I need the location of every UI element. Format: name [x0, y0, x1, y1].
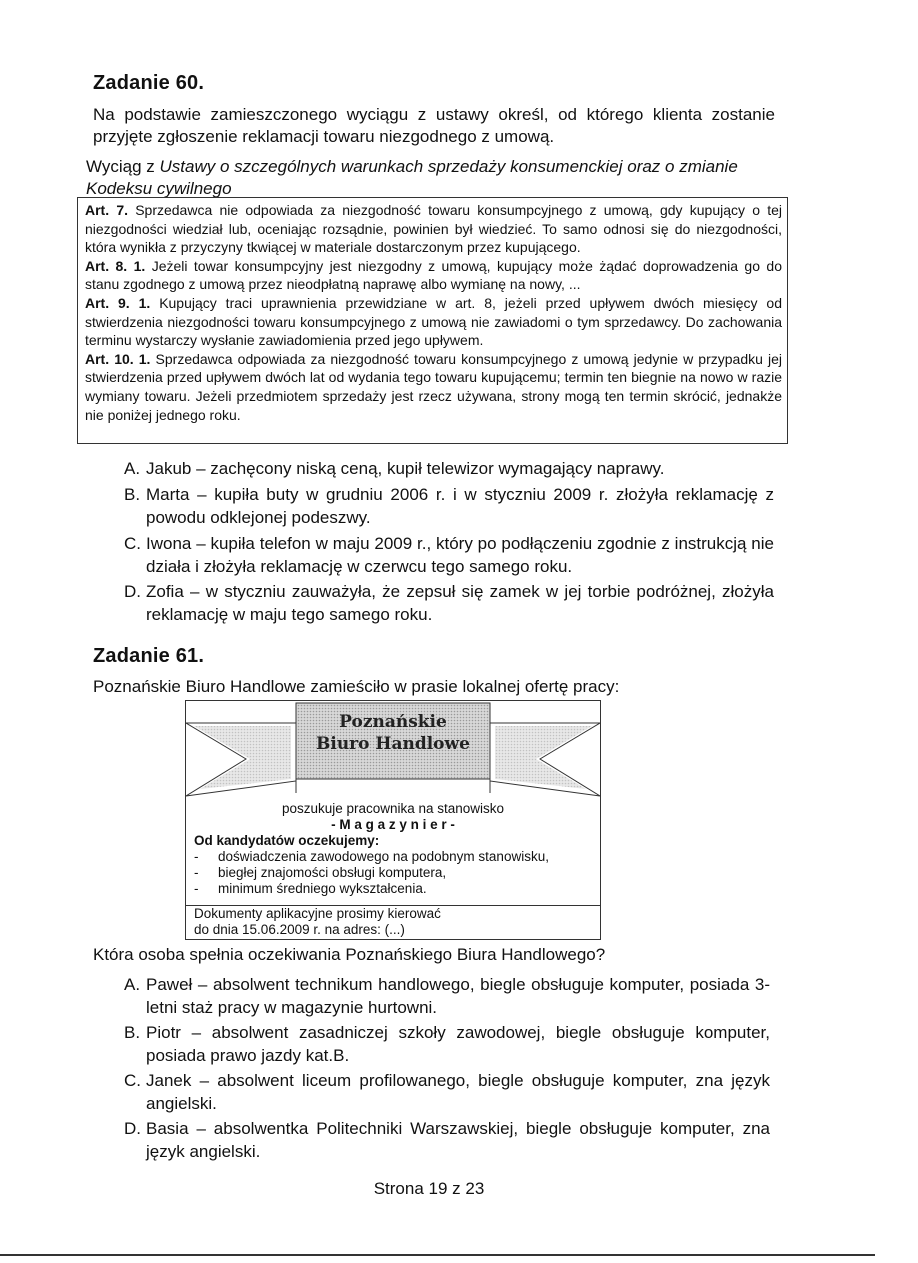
ad-footer: Dokumenty aplikacyjne prosimy kierować do dnia 15.06.2009 r. na adres: (...) [186, 905, 600, 939]
company-banner-name: Poznańskie Biuro Handlowe [316, 712, 470, 754]
page-number: Strona 19 z 23 [373, 1179, 485, 1198]
ad-seeking: poszukuje pracownika na stanowisko [281, 801, 505, 816]
footer-rule [0, 1254, 875, 1256]
ad-body [186, 801, 600, 897]
excerpt-law-name: Ustawy o szczególnych warunkach sprzedaży konsumenckiej oraz o zmianie Kodeksu cywilnego [86, 157, 738, 198]
task61-option-b[interactable]: B. Piotr – absolwent zasadniczej szkoły zawodowej, biegle obsługuje komputer, posiada prawo jazdy kat.B. [124, 1023, 770, 1065]
task60-heading: Zadanie 60. [93, 72, 205, 94]
ad-requirement: - minimum średniego wykształcenia. [194, 881, 427, 896]
ad-position: - M a g a z y n i e r - [331, 817, 455, 832]
task60-option-b[interactable]: B. Marta – kupiła buty w grudniu 2006 r. i w styczniu 2009 r. złożyła reklamację z powodu odklejonej podeszwy. [124, 485, 774, 527]
task60-option-d[interactable]: D. Zofia – w styczniu zauważyła, że zepsuł się zamek w jej torbie podróżnej, złożyła reklamację w maju tego samego roku. [124, 582, 774, 624]
task60-option-a[interactable]: A. Jakub – zachęcony niską ceną, kupił telewizor wymagający naprawy. [124, 459, 665, 478]
article-8: Art. 8. 1. Jeżeli towar konsumpcyjny jest niezgodny z umową, kupujący może żądać doprowadzenia go do stanu zgodnego z umową przez nieodpłatną naprawę albo wymianę na nowy, ... [85, 257, 782, 293]
law-excerpt-box [77, 197, 788, 444]
task60-question: Na podstawie zamieszczonego wyciągu z ustawy określ, od którego klienta zostanie przyjęte zgłoszenie reklamacji towaru niezgodnego z umową. [93, 105, 775, 146]
task60-option-c[interactable]: C. Iwona – kupiła telefon w maju 2009 r., który po podłączeniu zgodnie z instrukcją nie działa i złożyła reklamację w czerwcu tego samego roku. [124, 534, 774, 576]
ad-expect-heading: Od kandydatów oczekujemy: [194, 833, 380, 848]
job-ad [185, 700, 601, 940]
ad-requirement: - doświadczenia zawodowego na podobnym stanowisku, [194, 849, 549, 864]
task61-option-c[interactable]: C. Janek – absolwent liceum profilowanego, biegle obsługuje komputer, zna język angielski. [124, 1071, 770, 1113]
article-9: Art. 9. 1. Kupujący traci uprawnienia przewidziane w art. 8, jeżeli przed upływem dwóch miesięcy od stwierdzenia niezgodności towaru konsumpcyjnego z umową nie zawiadomi o tym sprzedawcy. Do zachowania terminu wystarczy wysłanie zawiadomienia przed jego upływem. [85, 294, 782, 349]
ad-requirement: - biegłej znajomości obsługi komputera, [194, 865, 447, 880]
task61-question: Która osoba spełnia oczekiwania Poznańskiego Biura Handlowego? [93, 945, 606, 964]
task61-intro: Poznańskie Biuro Handlowe zamieściło w prasie lokalnej ofertę pracy: [93, 677, 620, 696]
article-10: Art. 10. 1. Sprzedawca odpowiada za niezgodność towaru konsumpcyjnego z umową jedynie w przypadku jej stwierdzenia przed upływem dwóch lat od wydania tego towaru kupującemu; termin ten biegnie na nowo w razie wymiany towaru. Jeżeli przedmiotem sprzedaży jest rzecz używana, strony mogą ten termin skrócić, jednakże nie poniżej jednego roku. [85, 350, 782, 423]
task61-heading: Zadanie 61. [93, 645, 205, 667]
task61-option-a[interactable]: A. Paweł – absolwent technikum handlowego, biegle obsługuje komputer, posiada 3-letni staż pracy w magazynie hurtowni. [124, 975, 770, 1017]
article-7: Art. 7. Sprzedawca nie odpowiada za niezgodność towaru konsumpcyjnego z umową, gdy kupujący o tej niezgodności wiedział lub, oceniając rozsądnie, powinien był wiedzieć. To samo odnosi się do niezgodności, która wynikła z przyczyny tkwiącej w materiale dostarczonym przez kupującego. [85, 202, 782, 256]
task61-option-d[interactable]: D. Basia – absolwentka Politechniki Warszawskiej, biegle obsługuje komputer, zna język angielski. [124, 1119, 770, 1161]
task60-excerpt-title [86, 156, 786, 200]
excerpt-prefix: Wyciąg z [86, 157, 160, 176]
